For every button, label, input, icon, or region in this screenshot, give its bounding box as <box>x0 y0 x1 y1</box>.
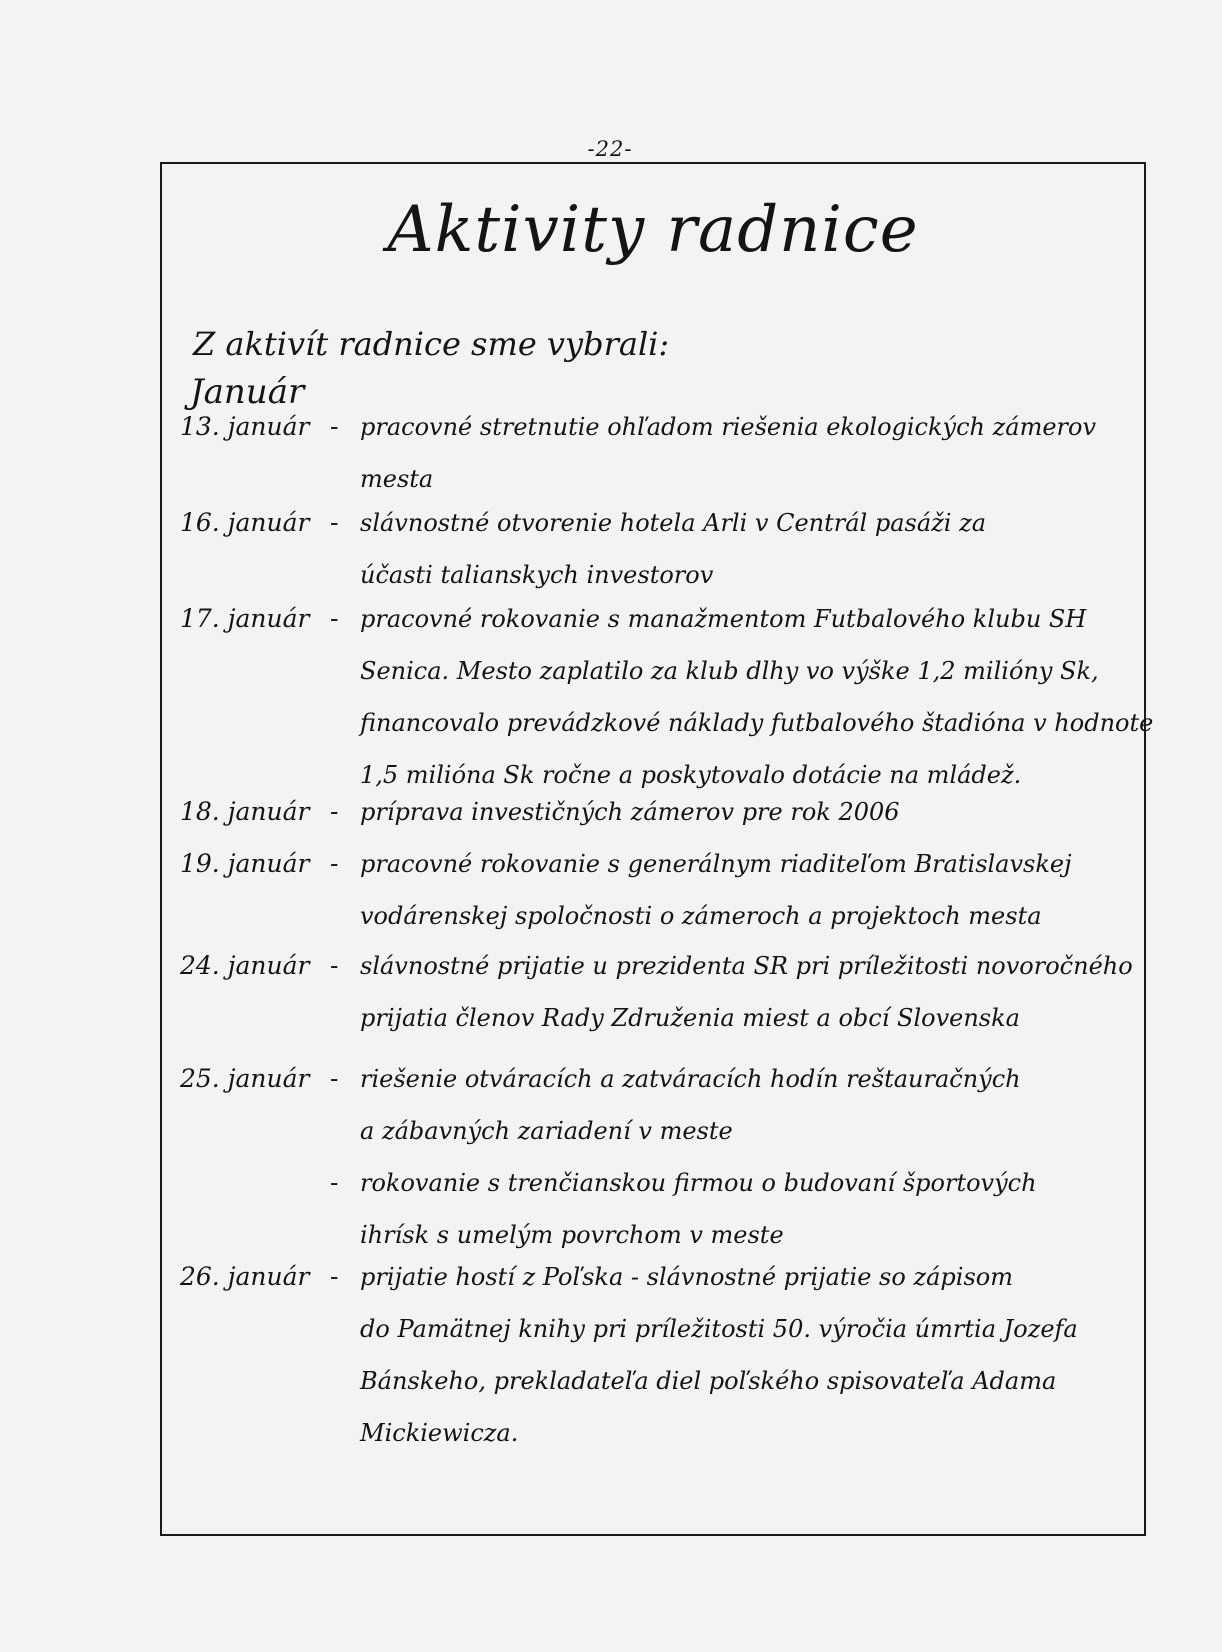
entry-line: Mickiewicza. <box>360 1419 519 1447</box>
entry-line: príprava investičných zámerov pre rok 2006 <box>360 798 900 826</box>
entry-18-january <box>180 786 1135 838</box>
intro-text: Z aktivít radnice sme vybrali: <box>193 325 670 363</box>
entry-dash: - <box>330 951 339 980</box>
month-heading: Január <box>190 372 305 412</box>
entry-line: pracovné rokovanie s generálnym riaditeľom Bratislavskej <box>360 850 1072 878</box>
entry-24-january <box>180 940 1135 1044</box>
entry-line: a zábavných zariadení v meste <box>360 1117 733 1145</box>
entry-date: 25. január <box>180 1064 310 1093</box>
entry-dash: - <box>330 508 339 537</box>
entry-line: Senica. Mesto zaplatilo za klub dlhy vo výške 1,2 milióny Sk, <box>360 657 1099 685</box>
entry-dash: - <box>330 849 339 878</box>
page-title: Aktivity radnice <box>387 193 919 267</box>
entry-date: 17. január <box>180 604 310 633</box>
entry-line: slávnostné prijatie u prezidenta SR pri príležitosti novoročného <box>360 952 1133 980</box>
entry-16-january <box>180 497 1135 601</box>
entry-dash: - <box>330 1064 339 1093</box>
entry-line: pracovné stretnutie ohľadom riešenia ekologických zámerov <box>360 413 1097 441</box>
entry-line: 1,5 milióna Sk ročne a poskytovalo dotácie na mládež. <box>360 761 1022 789</box>
entry-date: 24. január <box>180 951 310 980</box>
entry-date: 16. január <box>180 508 310 537</box>
entry-25-january-sub <box>330 1157 1130 1261</box>
entry-25-january <box>180 1053 1135 1157</box>
page-number: -22- <box>587 137 633 161</box>
entry-17-january <box>180 593 1154 801</box>
entry-26-january <box>180 1251 1135 1459</box>
entry-line: prijatia členov Rady Združenia miest a obcí Slovenska <box>360 1004 1020 1032</box>
entry-line: rokovanie s trenčianskou firmou o budovaní športových <box>360 1169 1037 1197</box>
entry-date: 13. január <box>180 412 310 441</box>
entry-date: 18. január <box>180 797 310 826</box>
entry-line: účasti talianskych investorov <box>360 561 714 589</box>
entry-line: pracovné rokovanie s manažmentom Futbalového klubu SH <box>360 605 1087 633</box>
entry-line: do Pamätnej knihy pri príležitosti 50. výročia úmrtia Jozefa <box>360 1315 1078 1343</box>
entry-line: financovalo prevádzkové náklady futbalového štadióna v hodnote <box>360 709 1154 737</box>
entry-date: 19. január <box>180 849 310 878</box>
entry-19-january <box>180 838 1135 942</box>
entry-dash: - <box>330 797 339 826</box>
entry-line: vodárenskej spoločnosti o zámeroch a projektoch mesta <box>360 902 1042 930</box>
entry-line: slávnostné otvorenie hotela Arli v Centrál pasáži za <box>360 509 987 537</box>
entry-line: Bánskeho, prekladateľa diel poľského spisovateľa Adama <box>360 1367 1057 1395</box>
entry-dash: - <box>330 1168 339 1197</box>
entry-line: prijatie hostí z Poľska - slávnostné prijatie so zápisom <box>360 1263 1013 1291</box>
entry-dash: - <box>330 604 339 633</box>
entry-dash: - <box>330 1262 339 1291</box>
entry-dash: - <box>330 412 339 441</box>
entry-date: 26. január <box>180 1262 310 1291</box>
entry-13-january <box>180 401 1135 505</box>
entry-line: ihrísk s umelým povrchom v meste <box>360 1221 784 1249</box>
entry-line: mesta <box>360 465 434 493</box>
entry-line: riešenie otváracích a zatváracích hodín reštauračných <box>360 1065 1021 1093</box>
